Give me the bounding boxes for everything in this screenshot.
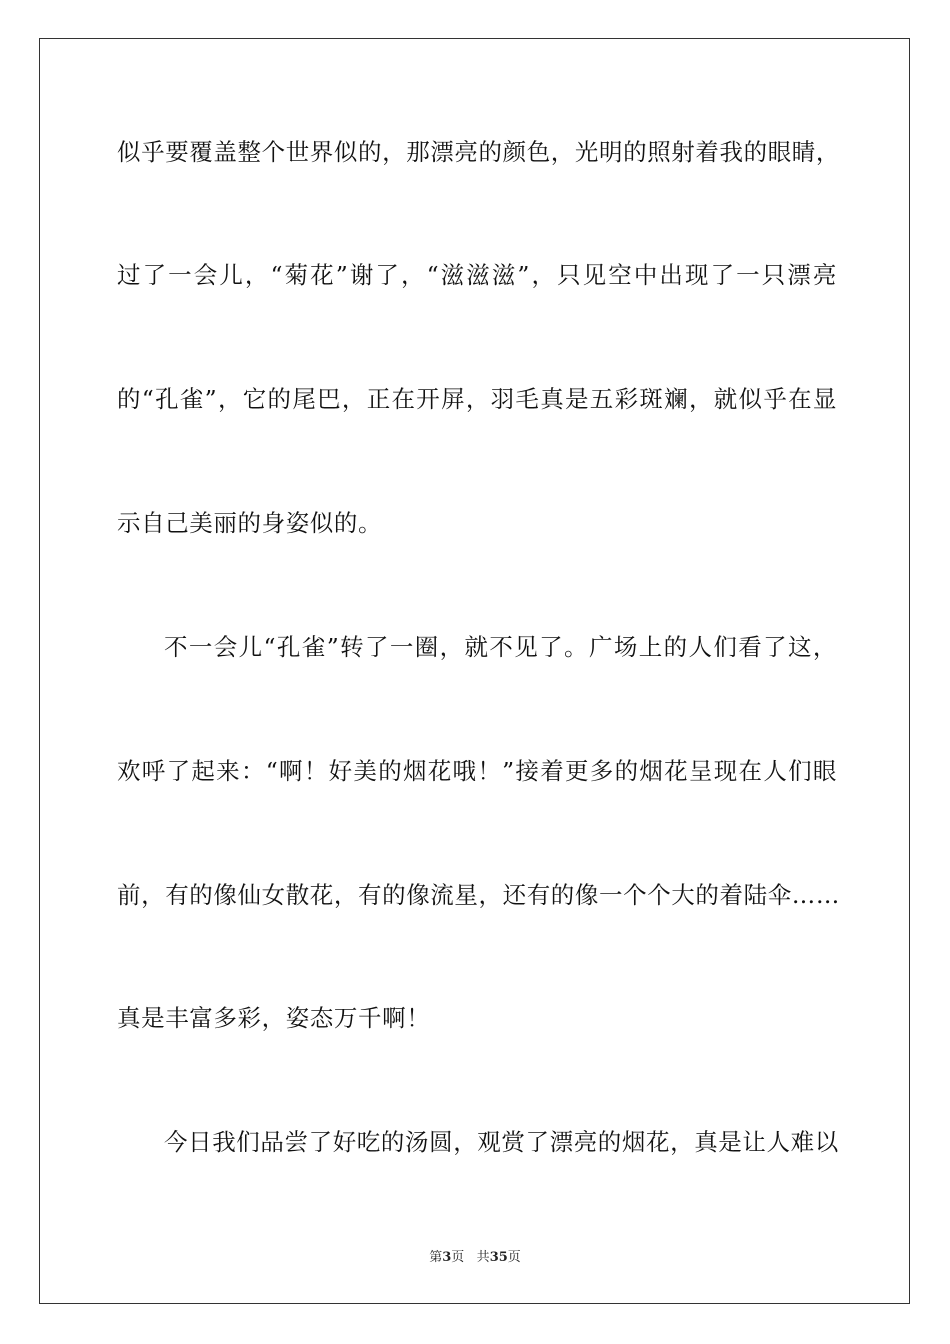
total-page-count: 35 [489, 1250, 508, 1265]
paragraph-line-4: 示自己美丽的身姿似的。 [117, 509, 383, 537]
paragraph-line-9: 今日我们品尝了好吃的汤圆，观赏了漂亮的烟花，真是让人难以 [164, 1128, 839, 1156]
paragraph-line-7: 前，有的像仙女散花，有的像流星，还有的像一个个大的着陆伞…… [117, 881, 840, 909]
paragraph-line-8: 真是丰富多彩，姿态万千啊！ [117, 1004, 431, 1032]
paragraph-line-2: 过了一会儿，“菊花”谢了，“滋滋滋”，只见空中出现了一只漂亮 [117, 261, 837, 289]
paragraph-line-3: 的“孔雀”，它的尾巴，正在开屏，羽毛真是五彩斑斓，就似乎在显 [117, 385, 837, 413]
footer-page-suffix: 页 [451, 1250, 465, 1265]
page-border [39, 38, 910, 1304]
current-page-number: 3 [442, 1250, 452, 1265]
page-footer [0, 1249, 950, 1267]
paragraph-line-6: 欢呼了起来：“啊！好美的烟花哦！”接着更多的烟花呈现在人们眼 [117, 757, 837, 785]
paragraph-line-1: 似乎要覆盖整个世界似的，那漂亮的颜色，光明的照射着我的眼睛， [117, 138, 840, 166]
footer-prefix: 第 [429, 1250, 443, 1265]
footer-total-suffix: 页 [507, 1250, 521, 1265]
paragraph-line-5: 不一会儿“孔雀”转了一圈，就不见了。广场上的人们看了这， [164, 633, 837, 661]
footer-total-prefix: 共 [476, 1250, 490, 1265]
